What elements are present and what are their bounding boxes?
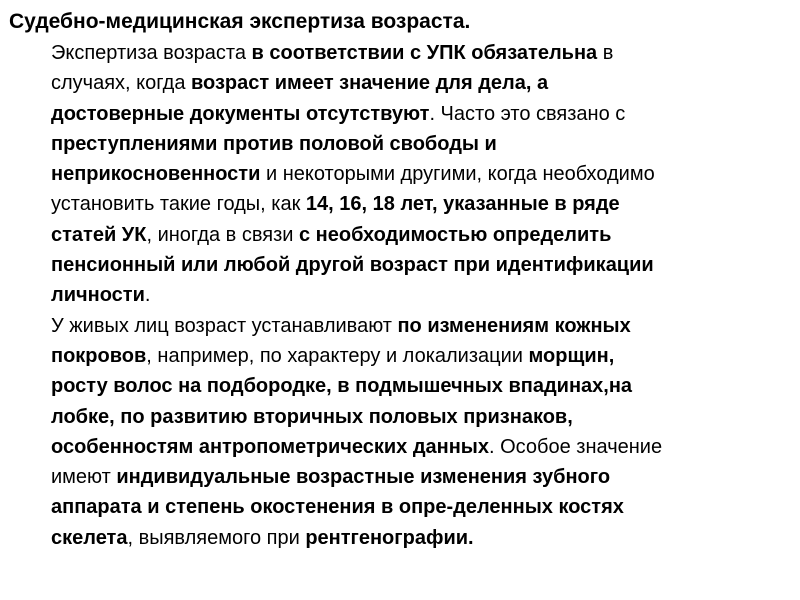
text-line [9,159,794,189]
text-line [9,402,794,432]
text-line [51,315,631,337]
text-run-bold: статей УК [51,223,147,246]
text-line [9,371,794,401]
text-run-bold: по изменениям кожных [397,314,631,337]
slide-title: Судебно-медицинская экспертиза возраста. [9,10,471,33]
text-run: случаях, когда [51,72,191,95]
text-run: . [144,284,151,307]
text-line [9,462,794,492]
text-run-bold: покровов [51,344,147,367]
text-line [9,220,794,250]
text-run-bold: морщин, [528,344,615,367]
text-run-bold: рентгенографии. [305,526,474,549]
text-line [9,129,794,159]
text-run-bold: пенсионный или любой другой возраст при идентификации [51,254,654,277]
text-run: Экспертиза возраста [51,42,252,64]
text-run-bold: лобке, по развитию вторичных половых признаков, [51,405,573,428]
text-line [9,492,794,522]
text-run: , выявляемого при [127,526,306,549]
text-run-bold: неприкосновенности [51,163,261,186]
paragraph-living-persons [9,311,794,553]
text-run-bold: индивидуальные возрастные изменения зубного [116,466,611,489]
slide-content [9,6,794,553]
text-run-bold: в соответствии с УПК обязательна [251,42,598,64]
text-run: имеют [51,466,117,489]
text-run-bold: росту волос на подбородке, в подмышечных впадинах,на [51,375,633,398]
text-run-bold: с необходимостью определить [298,223,612,246]
text-line [51,42,613,64]
text-run-bold: особенностям антропометрических данных [51,435,490,458]
text-line [9,523,794,553]
text-run: , например, по характеру и локализации [146,344,529,367]
text-line [9,341,794,371]
text-line [9,432,794,462]
text-run: и некоторыми другими, когда необходимо [260,163,655,186]
text-line [9,280,794,310]
text-line [9,99,794,129]
text-run: . Часто это связано с [429,102,626,125]
text-run: У живых лиц возраст устанавливают [51,314,398,337]
text-run: в [597,42,614,64]
text-line [9,189,794,219]
text-run-bold: 14, 16, 18 лет, указанные в ряде [305,193,620,216]
text-line [9,250,794,280]
text-run: , иногда в связи [146,223,299,246]
text-line [9,68,794,98]
text-run-bold: личности [51,284,145,307]
text-run-bold: аппарата и степень окостенения в опре-деленных костях [51,496,624,519]
paragraph-legal-requirement [9,38,794,311]
text-run: установить такие годы, как [51,193,306,216]
text-run-bold: достоверные документы отсутствуют [51,102,430,125]
text-run: . Особое значение [489,435,663,458]
text-run-bold: преступлениями против половой свободы и [51,132,497,155]
text-run-bold: возраст имеет значение для дела, а [191,72,549,95]
text-run-bold: скелета [51,526,128,549]
